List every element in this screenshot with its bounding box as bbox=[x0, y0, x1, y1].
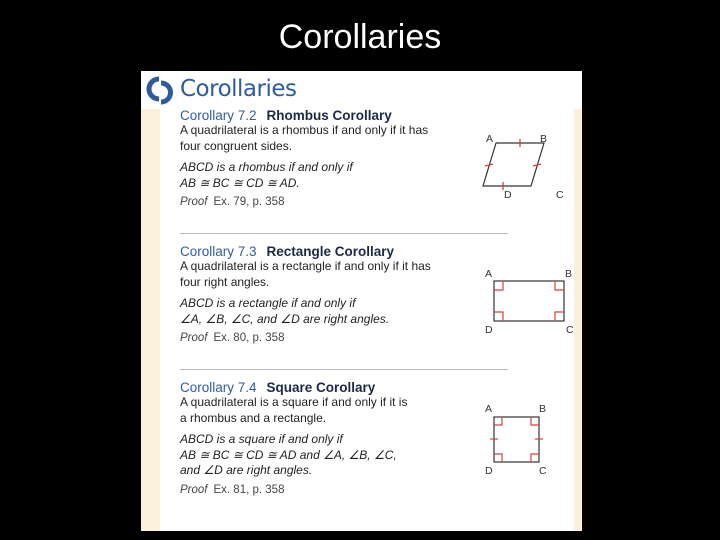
section-divider bbox=[180, 369, 508, 370]
proof-ref: Ex. 79, p. 358 bbox=[213, 196, 285, 208]
corollary-heading bbox=[180, 380, 470, 395]
condition-line: ∠A, ∠B, ∠C, and ∠D are right angles. bbox=[180, 311, 390, 326]
statement-line: four congruent sides. bbox=[180, 138, 293, 153]
vertex-label-c: C bbox=[539, 465, 547, 476]
proof-reference bbox=[180, 332, 470, 344]
vertex-label-a: A bbox=[486, 133, 494, 145]
condition-line: ABCD is a rhombus if and only if bbox=[180, 160, 353, 174]
vertex-label-b: B bbox=[539, 403, 547, 415]
proof-label: Proof bbox=[180, 483, 208, 496]
condition-line: AB ≅ BC ≅ CD ≅ AD and ∠A, ∠B, ∠C, bbox=[180, 447, 397, 462]
corollary-7-2 bbox=[180, 108, 470, 208]
proof-label: Proof bbox=[180, 332, 208, 344]
rectangle-figure bbox=[481, 266, 581, 341]
condition-line: ABCD is a rectangle if and only if bbox=[180, 296, 356, 310]
corollary-7-3 bbox=[180, 244, 470, 344]
corollary-heading bbox=[180, 108, 470, 123]
rhombus-figure bbox=[476, 131, 576, 201]
corollary-name: Rectangle Corollary bbox=[266, 244, 395, 259]
panel-header bbox=[141, 71, 582, 109]
corollaries-panel bbox=[141, 71, 582, 531]
condition-line: and ∠D are right angles. bbox=[180, 463, 313, 477]
corollary-heading bbox=[180, 244, 470, 259]
statement-line: A quadrilateral is a rectangle if and only if it has bbox=[180, 259, 431, 273]
proof-ref: Ex. 80, p. 358 bbox=[213, 332, 285, 344]
statement-line: A quadrilateral is a rhombus if and only if it has bbox=[180, 123, 429, 137]
vertex-label-b: B bbox=[540, 133, 548, 145]
statement-line: four right angles. bbox=[180, 274, 270, 289]
corollary-name: Rhombus Corollary bbox=[266, 108, 392, 123]
proof-reference bbox=[180, 484, 470, 496]
condition-line: ABCD is a square if and only if bbox=[180, 432, 343, 446]
condition-line: AB ≅ BC ≅ CD ≅ AD. bbox=[180, 175, 300, 190]
chain-link-logo-icon bbox=[145, 75, 175, 105]
vertex-label-c: C bbox=[566, 324, 574, 336]
vertex-label-d: D bbox=[504, 189, 512, 201]
corollary-name: Square Corollary bbox=[266, 380, 376, 395]
square-figure bbox=[481, 401, 571, 476]
statement-line: A quadrilateral is a square if and only if it is bbox=[180, 395, 408, 409]
statement-line: a rhombus and a rectangle. bbox=[180, 410, 327, 425]
vertex-label-d: D bbox=[485, 465, 493, 476]
vertex-label-a: A bbox=[485, 403, 493, 415]
proof-reference bbox=[180, 196, 470, 208]
proof-ref: Ex. 81, p. 358 bbox=[213, 483, 285, 496]
corollary-number: Corollary 7.4 bbox=[180, 380, 257, 395]
corollary-7-4 bbox=[180, 380, 470, 496]
corollary-number: Corollary 7.2 bbox=[180, 108, 257, 123]
corollary-number: Corollary 7.3 bbox=[180, 244, 257, 259]
proof-label: Proof bbox=[180, 196, 208, 208]
vertex-label-c: C bbox=[556, 189, 564, 201]
section-divider bbox=[180, 233, 508, 234]
left-margin-strip bbox=[141, 71, 160, 531]
vertex-label-a: A bbox=[485, 268, 493, 280]
slide-title: Corollaries bbox=[278, 18, 442, 56]
vertex-label-d: D bbox=[485, 324, 493, 336]
vertex-label-b: B bbox=[565, 268, 573, 280]
panel-header-title: Corollaries bbox=[180, 76, 297, 102]
